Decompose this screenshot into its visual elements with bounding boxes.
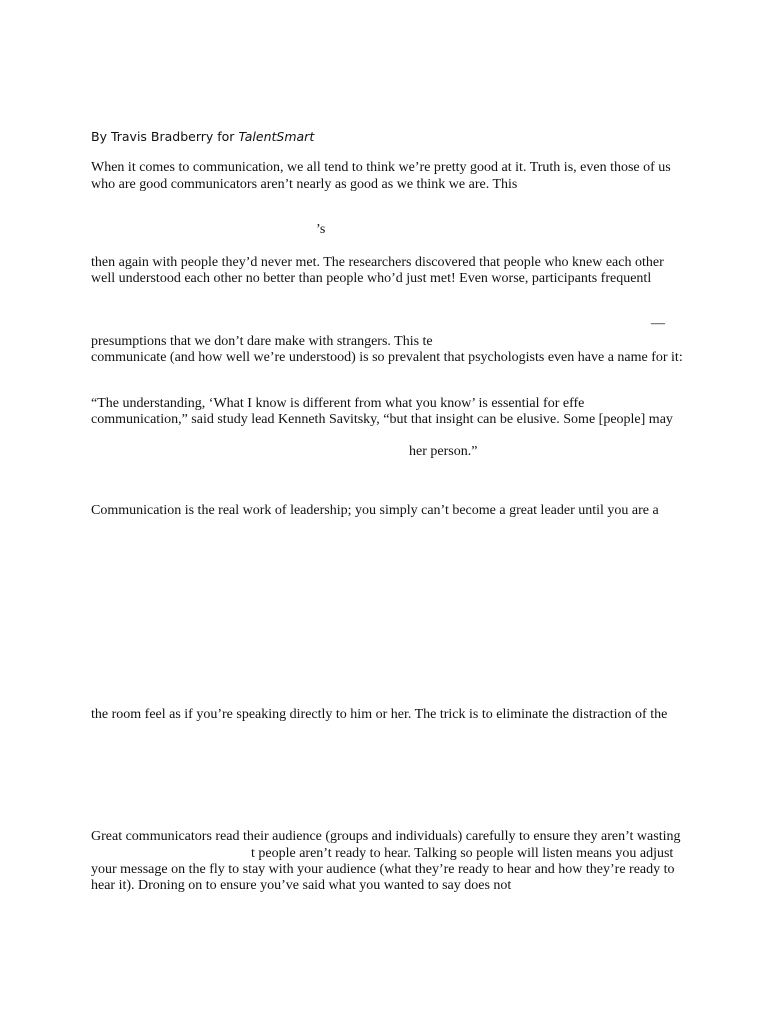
text-line: communicate (and how well we’re understood) is so prevalent that psychologists even have a name for it: <box>91 350 683 365</box>
text-line: Communication is the real work of leadership; you simply can’t become a great leader until you are a <box>91 503 659 518</box>
text-line: well understood each other no better than people who’d just met! Even worse, participants frequentl <box>91 271 652 286</box>
text-line: t people aren’t ready to hear. Talking so people will listen means you adjust <box>251 846 674 861</box>
text-line: who are good communicators aren’t nearly as good as we think we are. This <box>91 177 518 192</box>
text-line: her person.” <box>409 444 478 459</box>
text-line: “The understanding, ‘What I know is different from what you know’ is essential for effe <box>91 396 585 411</box>
text-line: presumptions that we don’t dare make with strangers. This te <box>91 334 433 349</box>
text-line: Great communicators read their audience (groups and individuals) carefully to ensure they aren’t wasting <box>91 829 681 844</box>
text-line: ’s <box>316 222 326 237</box>
text-line: your message on the fly to stay with your audience (what they’re ready to hear and how they’re ready to <box>91 862 675 877</box>
byline-prefix: By Travis Bradberry for <box>91 129 239 144</box>
byline-publication: TalentSmart <box>238 129 315 144</box>
text-line: the room feel as if you’re speaking directly to him or her. The trick is to eliminate the distraction of the <box>91 707 668 722</box>
byline <box>91 129 314 145</box>
text-line: then again with people they’d never met. The researchers discovered that people who knew each other <box>91 255 664 270</box>
text-line: communication,” said study lead Kenneth Savitsky, “but that insight can be elusive. Some [people] may <box>91 412 673 427</box>
text-line: When it comes to communication, we all tend to think we’re pretty good at it. Truth is, even those of us <box>91 160 671 175</box>
text-line: hear it). Droning on to ensure you’ve said what you wanted to say does not <box>91 878 512 893</box>
text-line: — <box>651 316 665 331</box>
